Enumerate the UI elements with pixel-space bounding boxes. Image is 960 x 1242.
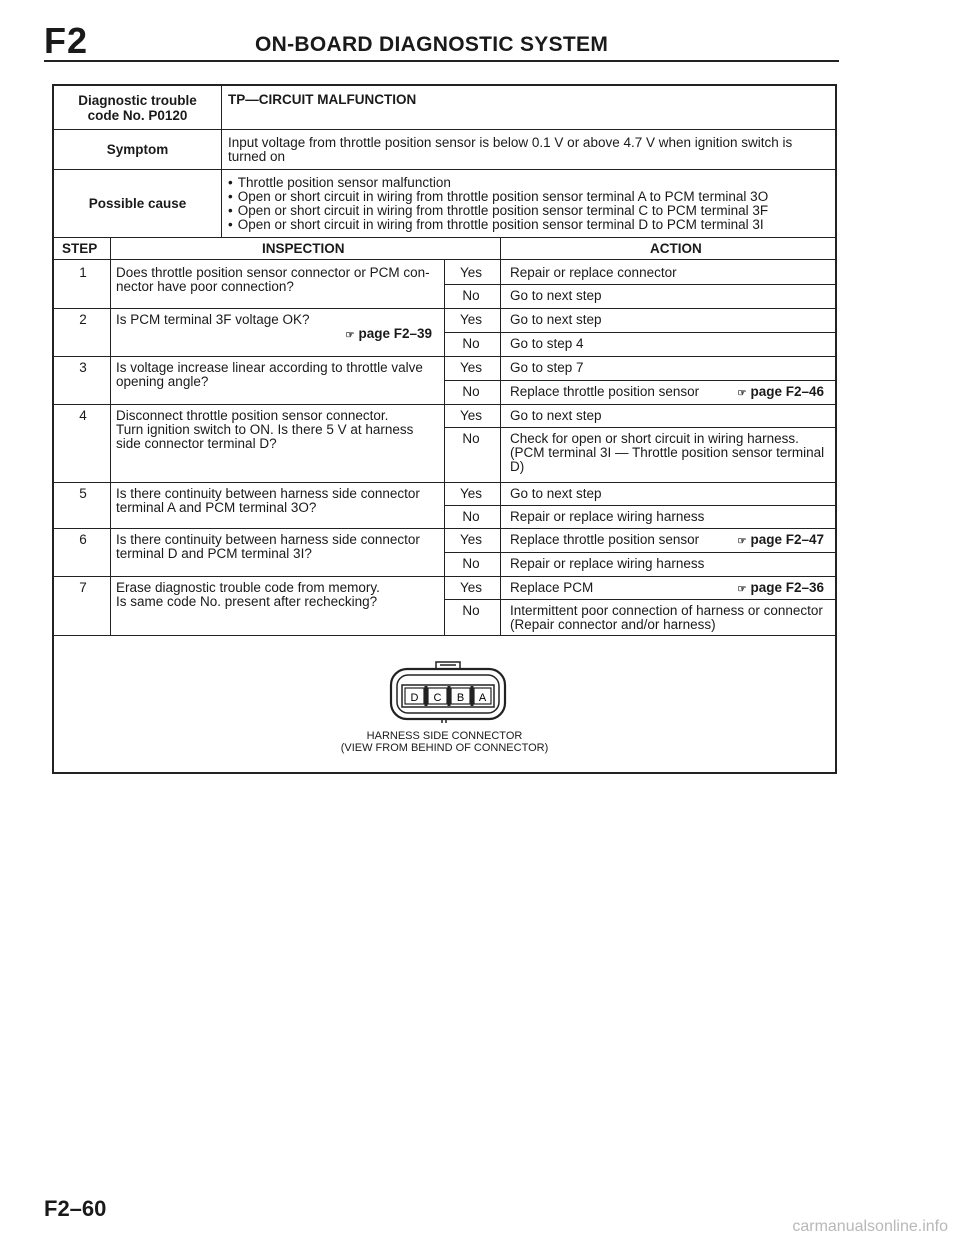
page-reference-text: page F2–36 [750, 580, 824, 595]
inspection-line: terminal A and PCM terminal 3O? [116, 500, 317, 515]
step-separator [54, 404, 835, 405]
symptom-label [54, 130, 222, 169]
action-line: Go to next step [510, 408, 602, 423]
no-label: No [462, 603, 480, 618]
connector-caption: HARNESS SIDE CONNECTOR [366, 730, 523, 742]
inspection-line: opening angle? [116, 374, 209, 389]
cause-item: • Open or short circuit in wiring from throttle position sensor terminal A to PCM terminal 3O [228, 190, 829, 204]
symptom-value [228, 130, 829, 169]
diagnostic-table [52, 84, 837, 774]
yes-no-separator [444, 552, 835, 553]
yes-action [510, 266, 836, 280]
reference-icon: ☞ [737, 584, 747, 595]
step-inspection [116, 409, 438, 451]
yes-no-separator [444, 599, 835, 600]
yes-label: Yes [459, 408, 483, 423]
action-line: Go to next step [510, 486, 602, 501]
action-column-header: ACTION [650, 241, 702, 256]
inspection-line: Disconnect throttle position sensor connector. [116, 408, 389, 423]
reference-icon: ☞ [737, 388, 747, 399]
no-label: No [462, 431, 480, 446]
yes-action [510, 361, 836, 375]
step-number: 7 [79, 580, 87, 595]
yes-no-separator [444, 427, 835, 428]
page-reference[interactable] [116, 327, 432, 343]
action-line: (Repair connector and/or harness) [510, 617, 716, 632]
column-divider [500, 260, 501, 635]
step-inspection [116, 487, 438, 515]
section-code: F2 [44, 20, 89, 61]
page-number: F2–60 [44, 1196, 107, 1221]
step-number: 2 [79, 312, 87, 327]
yes-label: Yes [459, 532, 483, 547]
step-separator [54, 528, 835, 529]
reference-icon: ☞ [345, 330, 355, 341]
yes-action [510, 487, 836, 501]
action-line: Replace throttle position sensor [510, 384, 700, 399]
inspection-line: side connector terminal D? [116, 436, 277, 451]
action-line: Replace throttle position sensor [510, 532, 700, 547]
yes-label: Yes [459, 265, 483, 280]
yes-no-separator [444, 380, 835, 381]
inspection-line: Is PCM terminal 3F voltage OK? [116, 312, 310, 327]
cause-item: • Open or short circuit in wiring from throttle position sensor terminal D to PCM terminal 3I [228, 218, 829, 232]
yes-no-separator [444, 332, 835, 333]
step-inspection [116, 313, 438, 343]
action-line: Repair or replace wiring harness [510, 556, 705, 571]
no-action [510, 385, 836, 401]
action-line: Intermittent poor connection of harness or connector [510, 603, 823, 618]
dtc-label [54, 86, 222, 129]
step-inspection [116, 266, 438, 294]
no-action [510, 510, 836, 524]
inspection-line: Is there continuity between harness side connector [116, 532, 420, 547]
no-label: No [462, 556, 480, 571]
connector-diagram [54, 636, 835, 772]
page-reference[interactable] [737, 385, 824, 401]
terminal-label: D [410, 692, 419, 704]
step-number: 4 [79, 408, 87, 423]
inspection-line: Is voltage increase linear according to throttle valve [116, 360, 423, 375]
page-reference[interactable] [737, 581, 824, 597]
yes-action [510, 313, 836, 327]
terminal-label: A [478, 692, 487, 704]
action-line: Go to next step [510, 312, 602, 327]
action-line: Replace PCM [510, 580, 594, 595]
page-reference-text: page F2–47 [750, 532, 824, 547]
inspection-line: Is there continuity between harness side connector [116, 486, 420, 501]
no-label: No [462, 336, 480, 351]
step-inspection [116, 361, 438, 389]
page-reference-text: page F2–46 [750, 384, 824, 399]
page-reference[interactable] [737, 533, 824, 549]
possible-cause-row [54, 170, 835, 238]
action-line: Repair or replace connector [510, 265, 677, 280]
page-reference-text: page F2–39 [358, 326, 432, 341]
terminal-label: C [433, 692, 442, 704]
step-number: 6 [79, 532, 87, 547]
yes-no-separator [444, 505, 835, 506]
inspection-line: terminal D and PCM terminal 3I? [116, 546, 312, 561]
action-line: Go to step 4 [510, 336, 584, 351]
yes-label: Yes [459, 580, 483, 595]
no-label: No [462, 384, 480, 399]
inspection-line: nector have poor connection? [116, 279, 294, 294]
symptom-line-1: Input voltage from throttle position sensor is below 0.1 V or above 4.7 V when ignition switch is [228, 134, 793, 150]
dtc-row [54, 86, 835, 130]
no-action [510, 337, 836, 351]
yes-action [510, 581, 836, 597]
action-line: Go to next step [510, 288, 602, 303]
possible-cause-label [54, 170, 222, 237]
steps-header-row [54, 238, 835, 260]
step-number: 5 [79, 486, 87, 501]
step-separator [54, 482, 835, 483]
step-column-header: STEP [62, 241, 98, 256]
possible-cause-label-text: Possible cause [88, 196, 187, 211]
no-action [510, 432, 836, 474]
steps-table [54, 238, 835, 635]
no-label: No [462, 509, 480, 524]
yes-action [510, 533, 836, 549]
step-number: 3 [79, 360, 87, 375]
dtc-value: TP—CIRCUIT MALFUNCTION [228, 92, 417, 107]
column-divider [500, 238, 501, 260]
inspection-line: Turn ignition switch to ON. Is there 5 V at harness [116, 422, 414, 437]
action-line: Repair or replace wiring harness [510, 509, 705, 524]
step-number: 1 [79, 265, 87, 280]
inspection-column-header: INSPECTION [262, 241, 345, 256]
action-line: (PCM terminal 3I — Throttle position sensor terminal [510, 445, 825, 460]
action-line: Check for open or short circuit in wiring harness. [510, 431, 799, 446]
connector-caption-sub: (VIEW FROM BEHIND OF CONNECTOR) [340, 742, 549, 754]
step-separator [54, 308, 835, 309]
symptom-label-text: Symptom [106, 142, 169, 157]
yes-action [510, 409, 836, 423]
symptom-line-2: turned on [228, 148, 286, 164]
no-label: No [462, 288, 480, 303]
cause-list [228, 176, 829, 232]
no-action [510, 557, 836, 571]
watermark: carmanualsonline.info [792, 1218, 948, 1235]
inspection-line: Is same code No. present after rechecking? [116, 594, 378, 609]
step-inspection [116, 533, 438, 561]
cause-item: • Open or short circuit in wiring from throttle position sensor terminal C to PCM terminal 3F [228, 204, 829, 218]
symptom-row [54, 130, 835, 170]
action-line: Go to step 7 [510, 360, 584, 375]
step-inspection [116, 581, 438, 609]
title-rule [44, 60, 839, 62]
inspection-line: Erase diagnostic trouble code from memory. [116, 580, 380, 595]
possible-cause-value [228, 170, 829, 237]
harness-connector-illustration [388, 661, 508, 725]
step-separator [54, 356, 835, 357]
inspection-line: Does throttle position sensor connector or PCM con- [116, 265, 430, 280]
yes-label: Yes [459, 486, 483, 501]
page-title: ON-BOARD DIAGNOSTIC SYSTEM [255, 33, 609, 56]
reference-icon: ☞ [737, 536, 747, 547]
action-line: D) [510, 459, 525, 474]
yes-label: Yes [459, 312, 483, 327]
dtc-label-line-1: Diagnostic trouble [78, 92, 197, 108]
step-separator [54, 576, 835, 577]
yes-no-separator [444, 284, 835, 285]
terminal-label: B [456, 692, 465, 704]
no-action [510, 289, 836, 303]
dtc-label-line-2: code No. P0120 [87, 107, 188, 123]
no-action [510, 604, 836, 632]
yes-label: Yes [459, 360, 483, 375]
cause-item: • Throttle position sensor malfunction [228, 176, 829, 190]
